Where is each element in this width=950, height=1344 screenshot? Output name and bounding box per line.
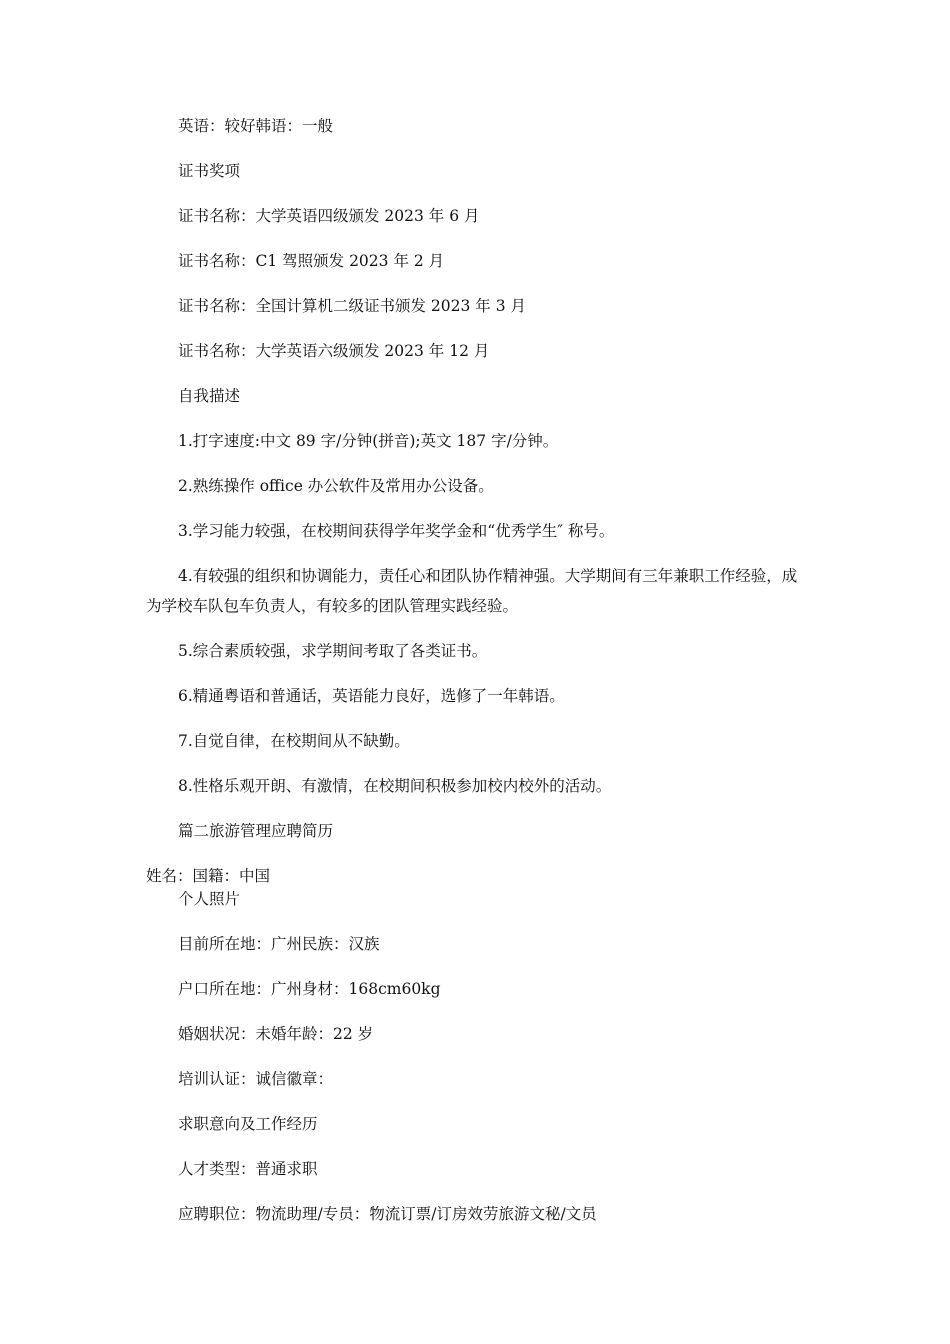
certificates-heading: 证书奖项 [178, 162, 241, 180]
name-nationality-line: 姓名：国籍：中国 [146, 867, 271, 885]
self-description-heading: 自我描述 [178, 387, 241, 405]
applied-position-line: 应聘职位：物流助理/专员：物流订票/订房效劳旅游文秘/文员 [178, 1205, 597, 1223]
self-description-item-2: 2.熟练操作 office 办公软件及常用办公设备。 [178, 477, 494, 495]
self-description-item-1: 1.打字速度:中文 89 字/分钟(拼音);英文 187 字/分钟。 [178, 432, 559, 450]
self-description-item-6: 6.精通粤语和普通话，英语能力良好，选修了一年韩语。 [178, 687, 565, 705]
job-intention-heading: 求职意向及工作经历 [178, 1115, 318, 1133]
self-description-item-3: 3.学习能力较强，在校期间获得学年奖学金和“优秀学生″ 称号。 [178, 522, 615, 540]
self-description-item-5: 5.综合素质较强，求学期间考取了各类证书。 [178, 642, 488, 660]
certificate-cet6: 证书名称：大学英语六级颁发 2023 年 12 月 [178, 342, 490, 360]
training-certification-line: 培训认证：诚信徽章： [178, 1070, 334, 1088]
self-description-item-4: 4.有较强的组织和协调能力，责任心和团队协作精神强。大学期间有三年兼职工作经验，成为学校车队包车负责人，有较多的团队管理实践经验。 [146, 567, 798, 615]
marital-age-line: 婚姻状况：未婚年龄：22 岁 [178, 1025, 374, 1043]
self-description-item-7: 7.自觉自律，在校期间从不缺勤。 [178, 732, 410, 750]
section-title-resume-2: 篇二旅游管理应聘简历 [178, 822, 334, 840]
certificate-cet4: 证书名称：大学英语四级颁发 2023 年 6 月 [178, 207, 480, 225]
certificate-computer: 证书名称：全国计算机二级证书颁发 2023 年 3 月 [178, 297, 527, 315]
hukou-body-line: 户口所在地：广州身材：168cm60kg [178, 980, 441, 998]
language-skills-line: 英语：较好韩语：一般 [178, 117, 334, 135]
location-ethnicity-line: 目前所在地：广州民族：汉族 [178, 935, 380, 953]
certificate-driver-license: 证书名称：C1 驾照颁发 2023 年 2 月 [178, 252, 445, 270]
talent-type-line: 人才类型：普通求职 [178, 1160, 318, 1178]
self-description-item-8: 8.性格乐观开朗、有激情，在校期间积极参加校内校外的活动。 [178, 777, 612, 795]
photo-label: 个人照片 [178, 890, 241, 908]
